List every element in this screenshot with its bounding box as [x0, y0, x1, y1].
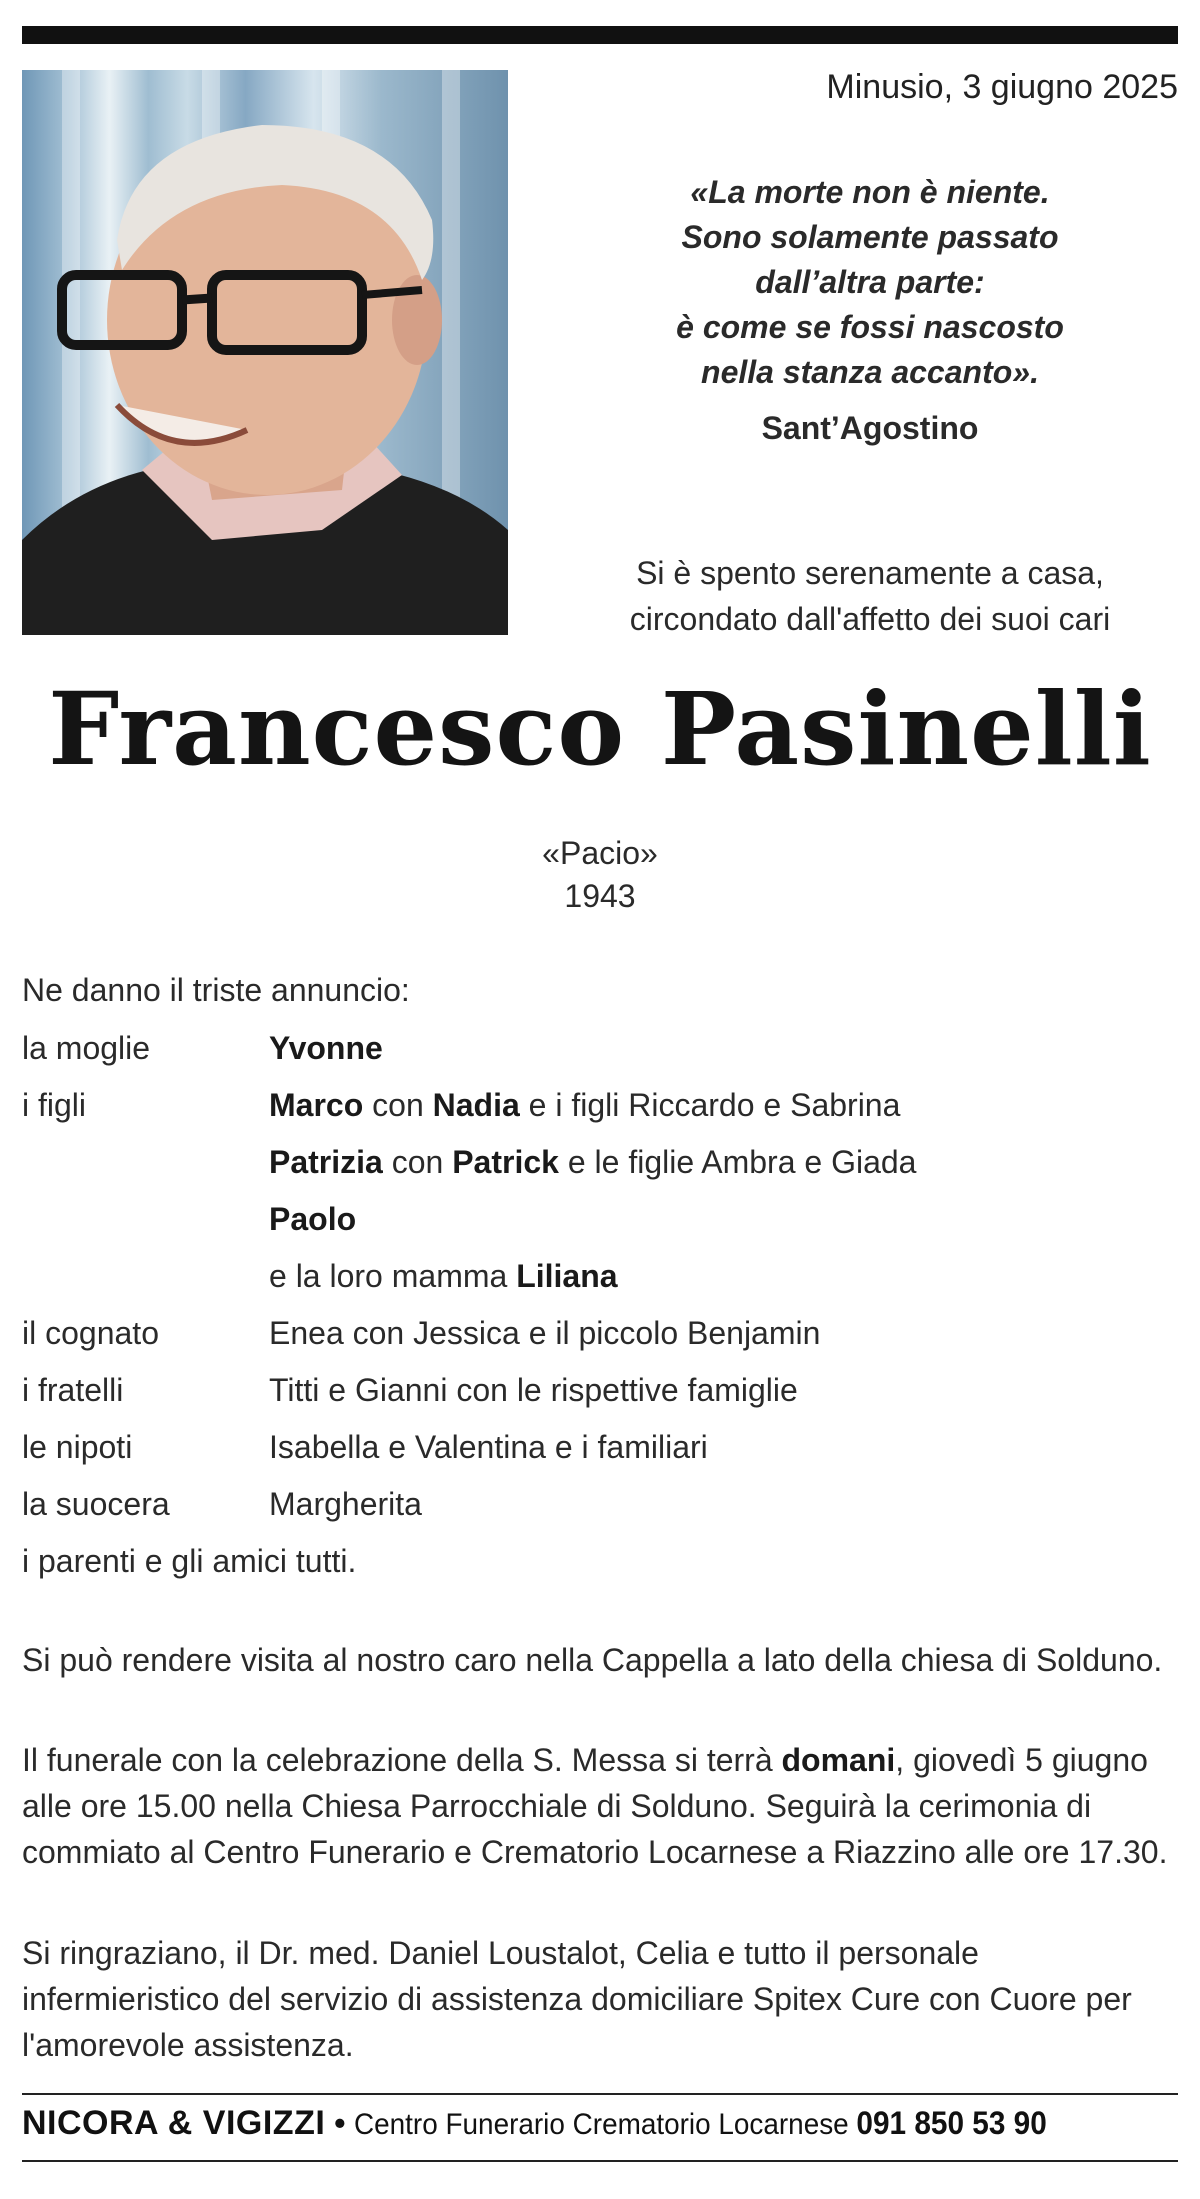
funeral-home-phone: 091 850 53 90	[856, 2105, 1048, 2141]
passing-line: circondato dall'affetto dei suoi cari	[629, 601, 1111, 637]
family-row	[22, 1077, 1178, 1134]
visit-info: Si può rendere visita al nostro caro nella Cappella a lato della chiesa di Solduno.	[22, 1642, 1163, 1678]
top-rule	[22, 26, 1178, 44]
funeral-home-description: Centro Funerario Crematorio Locarnese 091 850 53 90	[354, 2105, 1048, 2141]
funeral-info: Il funerale con la celebrazione della S. Messa si terrà domani, giovedì 5 giugno alle ore 15.00 nella Chiesa Parrocchiale di Solduno. Seguirà la cerimonia di commiato al Centro Funerario e Crematorio Locarnese a Riazzino alle ore 17.30.	[22, 1742, 1168, 1870]
relation-label: i figli	[22, 1087, 87, 1123]
relation-label: i fratelli	[22, 1372, 124, 1408]
relation-names: Patrizia con Patrick e le figlie Ambra e Giada	[269, 1144, 917, 1180]
relation-names: Paolo	[269, 1201, 357, 1237]
funeral-home-name: NICORA & VIGIZZI	[22, 2104, 326, 2142]
relation-names: Marco con Nadia e i figli Riccardo e Sabrina	[269, 1087, 901, 1123]
relation-label: le nipoti	[22, 1429, 133, 1465]
family-list	[22, 1020, 1178, 1590]
relation-label: la suocera	[22, 1486, 170, 1522]
relation-names: Margherita	[269, 1486, 422, 1522]
relation-names: i parenti e gli amici tutti.	[22, 1543, 357, 1579]
passing-line: Si è spento serenamente a casa,	[636, 555, 1104, 591]
portrait-photo	[22, 70, 508, 635]
relation-names: Titti e Gianni con le rispettive famiglie	[269, 1372, 798, 1408]
quote-line: «La morte non è niente.	[690, 174, 1050, 210]
footer-rule	[22, 2093, 1178, 2095]
quote-author: Sant’Agostino	[761, 410, 979, 446]
family-row	[22, 1476, 1178, 1533]
family-row	[22, 1419, 1178, 1476]
deceased-year: 1943	[564, 878, 636, 914]
family-row	[22, 1020, 1178, 1077]
relation-names: Yvonne	[269, 1030, 383, 1066]
quote	[560, 170, 1180, 395]
announcement-intro: Ne danno il triste annuncio:	[22, 972, 410, 1008]
thanks-info: Si ringraziano, il Dr. med. Daniel Loustalot, Celia e tutto il personale infermieristico del servizio di assistenza domiciliare Spitex Cure con Cuore per l'amorevole assistenza.	[22, 1935, 1132, 2063]
family-row	[22, 1134, 1178, 1191]
relation-names: Isabella e Valentina e i familiari	[269, 1429, 708, 1465]
deceased-nickname: «Pacio»	[542, 835, 658, 871]
relation-names: e la loro mamma Liliana	[269, 1258, 618, 1294]
portrait-icon	[22, 70, 508, 635]
date-location: Minusio, 3 giugno 2025	[826, 68, 1178, 106]
family-row	[22, 1362, 1178, 1419]
quote-line: dall’altra parte:	[755, 264, 985, 300]
family-row	[22, 1191, 1178, 1248]
quote-line: è come se fossi nascosto	[676, 309, 1064, 345]
quote-line: Sono solamente passato	[681, 219, 1059, 255]
passing-statement	[560, 550, 1180, 642]
family-row	[22, 1248, 1178, 1305]
family-row	[22, 1533, 1178, 1590]
footer-separator: •	[325, 2105, 355, 2141]
family-row	[22, 1305, 1178, 1362]
footer-rule-bottom	[22, 2160, 1178, 2162]
relation-names: Enea con Jessica e il piccolo Benjamin	[269, 1315, 821, 1351]
quote-line: nella stanza accanto».	[701, 354, 1039, 390]
funeral-home-footer	[22, 2104, 1200, 2143]
deceased-name: Francesco Pasinelli	[48, 670, 1152, 788]
relation-label: il cognato	[22, 1315, 159, 1351]
relation-label: la moglie	[22, 1030, 151, 1066]
